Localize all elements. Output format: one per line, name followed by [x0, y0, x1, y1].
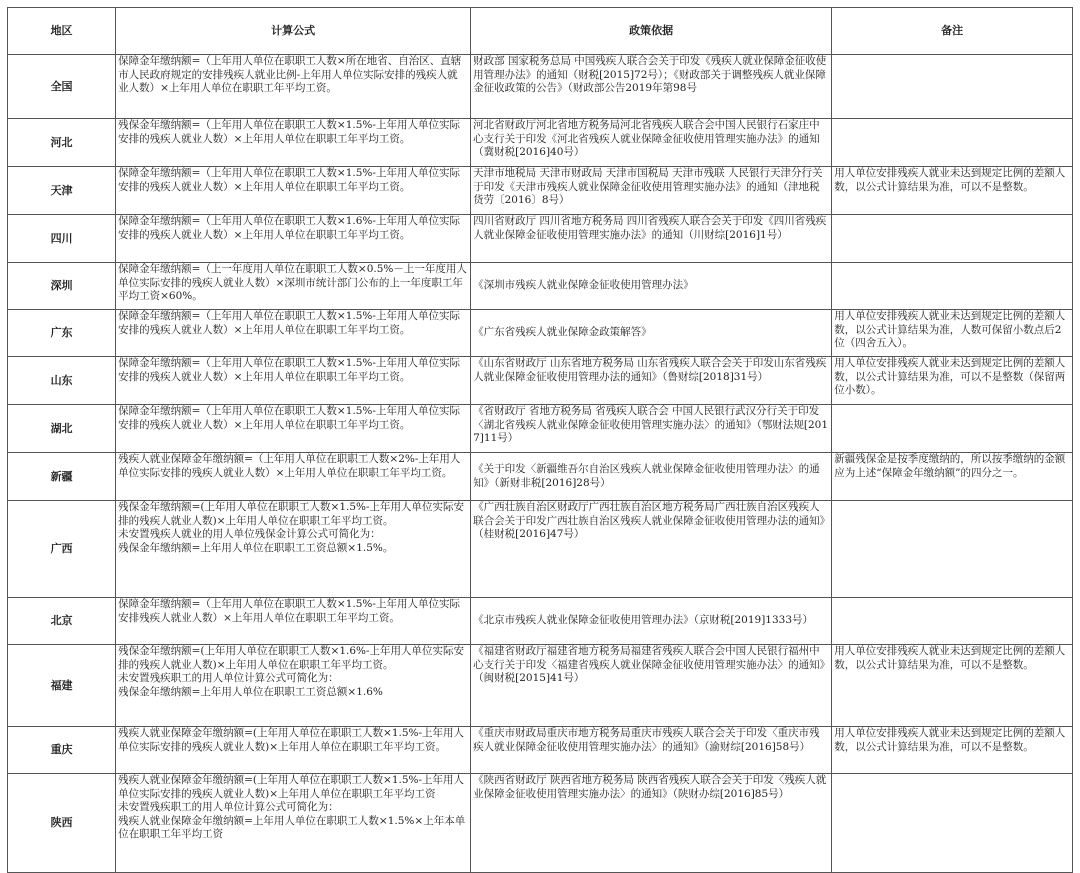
- basis-cell: [471, 263, 832, 310]
- table-row: [8, 727, 1073, 774]
- formula-cell: [116, 167, 471, 215]
- note-cell: [832, 119, 1073, 167]
- basis-line: 《关于印发〈新疆维吾尔自治区残疾人就业保障金征收使用管理办法〉的通知》（新财非税[2016]28号）: [473, 462, 820, 489]
- basis-cell: [471, 119, 832, 167]
- formula-cell: [116, 501, 471, 598]
- basis-cell: [471, 310, 832, 357]
- basis-line: 天津市地税局 天津市财政局 天津市国税局 天津市残联 人民银行天津分行关于印发《天津市残疾人就业保障金征收使用管理实施办法》的通知（津地税货劳〔2016〕8号）: [473, 167, 823, 207]
- table-row: [8, 453, 1073, 501]
- table-row: [8, 774, 1073, 873]
- formula-line: 保障金年缴纳额=（上年用人单位在职职工人数×1.5%-上年用人单位实际安排的残疾人就业人数）×上年用人单位在职职工年平均工资。: [118, 357, 460, 383]
- formula-line: 未安置残疾人就业的用人单位残保金计算公式可简化为：: [118, 528, 381, 541]
- formula-line: 残保金年缴纳额=上年用人单位在职职工工资总额×1.6%: [118, 685, 383, 698]
- note-cell: [832, 405, 1073, 453]
- basis-line: 《广东省残疾人就业保障金政策解答》: [473, 326, 652, 339]
- region-cell: 陕西: [8, 774, 116, 873]
- basis-cell: [471, 727, 832, 774]
- region-cell: 重庆: [8, 727, 116, 774]
- table-row: [8, 645, 1073, 727]
- table-row: [8, 310, 1073, 357]
- header-formula: 计算公式: [116, 8, 471, 55]
- basis-line: 《广西壮族自治区财政厅广西壮族自治区地方税务局广西壮族自治区残疾人联合会关于印发广西壮族自治区残疾人就业保障金征收使用管理办法的通知》（桂财税[2016]47号）: [473, 501, 825, 541]
- region-cell: 北京: [8, 598, 116, 645]
- formula-cell: [116, 453, 471, 501]
- formula-line: 残保金年缴纳额=(上年用人单位在职职工人数×1.5%-上年用人单位实际安排的残疾人就业人数)×上年用人单位在职职工年平均工资。: [118, 501, 465, 527]
- formula-cell: [116, 598, 471, 645]
- basis-cell: [471, 167, 832, 215]
- basis-cell: [471, 405, 832, 453]
- table-row: [8, 263, 1073, 310]
- basis-cell: [471, 501, 832, 598]
- note-cell: [832, 263, 1073, 310]
- basis-cell: [471, 645, 832, 727]
- formula-line: 未安置残疾职工的用人单位计算公式可简化为：: [118, 672, 339, 685]
- formula-cell: [116, 119, 471, 167]
- table-row: [8, 167, 1073, 215]
- region-cell: 湖北: [8, 405, 116, 453]
- formula-line: 保障金年缴纳额=（上年用人单位在职职工人数×1.5%-上年用人单位实际安排的残疾人就业人数）×上年用人单位在职职工年平均工资。: [118, 405, 460, 431]
- formula-line: 残保金年缴纳额=(上年用人单位在职职工人数×1.6%-上年用人单位实际安排的残疾人就业人数)×上年用人单位在职职工年平均工资。: [118, 645, 465, 671]
- basis-line: 《陕西省财政厅 陕西省地方税务局 陕西省残疾人联合会关于印发〈残疾人就业保障金征收使用管理实施办法〉的通知》（陕财办综[2016]85号）: [473, 774, 827, 800]
- formula-cell: [116, 263, 471, 310]
- table-row: [8, 598, 1073, 645]
- formula-line: 残疾人就业保障金年缴纳额=（上年用人单位在职职工人数×2%-上年用人单位实际安排的残疾人就业人数）×上年用人单位在职职工年平均工资。: [118, 453, 461, 479]
- note-cell: 用人单位安排残疾人就业未达到规定比例的差额人数，以公式计算结果为准，可以不是整数。: [832, 167, 1073, 215]
- basis-cell: [471, 598, 832, 645]
- basis-line: 《福建省财政厅福建省地方税务局福建省残疾人联合会中国人民银行福州中心支行关于印发〈福建省残疾人就业保障金征收使用管理实施办法〉的通知》（闽财税[2015]41号）: [473, 645, 825, 685]
- formula-cell: [116, 727, 471, 774]
- table-row: [8, 215, 1073, 263]
- basis-line: 财政部 国家税务总局 中国残疾人联合会关于印发《残疾人就业保障金征收使用管理办法》的通知（财税[2015]72号）；《财政部关于调整残疾人就业保障金征收政策的公告》（财政部公告2019年第98号: [473, 55, 827, 95]
- basis-line: 《省财政厅 省地方税务局 省残疾人联合会 中国人民银行武汉分行关于印发〈湖北省残疾人就业保障金征收使用管理实施办法〉的通知》（鄂财法规[2017]11号）: [473, 405, 829, 445]
- table-row: [8, 119, 1073, 167]
- formula-line: 保障金年缴纳额=（上年用人单位在职职工人数×1.6%-上年用人单位实际安排的残疾人就业人数）×上年用人单位在职职工年平均工资。: [118, 215, 460, 241]
- formula-cell: [116, 310, 471, 357]
- note-cell: 用人单位安排残疾人就业未达到规定比例的差额人数，以公式计算结果为准，可以不是整数。: [832, 727, 1073, 774]
- table-row: [8, 55, 1073, 119]
- region-cell: 福建: [8, 645, 116, 727]
- basis-line: 《深圳市残疾人就业保障金征收使用管理办法》: [473, 279, 694, 292]
- note-cell: 用人单位安排残疾人就业未达到规定比例的差额人数，以公式计算结果为准，可以不是整数。: [832, 645, 1073, 727]
- note-cell: [832, 774, 1073, 873]
- basis-line: 《北京市残疾人就业保障金征收使用管理办法》（京财税[2019]1333号）: [473, 614, 814, 627]
- formula-cell: [116, 774, 471, 873]
- table-row: [8, 405, 1073, 453]
- formula-line: 残保金年缴纳额=上年用人单位在职职工工资总额×1.5%。: [118, 541, 394, 554]
- table-row: [8, 501, 1073, 598]
- region-cell: 深圳: [8, 263, 116, 310]
- formula-line: 保障金年缴纳额=（上年用人单位在职职工人数×1.5%-上年用人单位实际安排的残疾人就业人数）×上年用人单位在职职工年平均工资。: [118, 310, 460, 336]
- region-cell: 广西: [8, 501, 116, 598]
- note-cell: [832, 55, 1073, 119]
- formula-cell: [116, 357, 471, 405]
- note-cell: 用人单位安排残疾人就业未达到规定比例的差额人数，以公式计算结果为准，可以不是整数（保留两位小数）。: [832, 357, 1073, 405]
- formula-line: 保障金年缴纳额=（上一年度用人单位在职职工人数×0.5%－上一年度用人单位实际安排的残疾人就业人数）×深圳市统计部门公布的上一年度职工年平均工资×60%。: [118, 263, 467, 303]
- basis-line: 《山东省财政厅 山东省地方税务局 山东省残疾人联合会关于印发山东省残疾人就业保障金征收使用管理办法的通知》（鲁财综[2018]31号）: [473, 357, 827, 383]
- formula-line: 残疾人就业保障金年缴纳额=(上年用人单位在职职工人数×1.5%-上年用人单位实际安排的残疾人就业人数)×上年用人单位在职职工年平均工资: [118, 774, 465, 800]
- formula-line: 残保金年缴纳额=（上年用人单位在职职工人数×1.5%-上年用人单位实际安排的残疾人就业人数）×上年用人单位在职职工年平均工资。: [118, 119, 460, 145]
- region-cell: 天津: [8, 167, 116, 215]
- basis-cell: [471, 774, 832, 873]
- header-note: 备注: [832, 8, 1073, 55]
- formula-line: 保障金年缴纳额=（上年用人单位在职职工人数×1.5%-上年用人单位实际安排的残疾人就业人数）×上年用人单位在职职工年平均工资。: [118, 167, 460, 193]
- note-cell: 新疆残保金是按季度缴纳的，所以按季缴纳的金额应为上述“保障金年缴纳额”的四分之一。: [832, 453, 1073, 501]
- formula-cell: [116, 55, 471, 119]
- region-cell: 河北: [8, 119, 116, 167]
- basis-line: 《重庆市财政局重庆市地方税务局重庆市残疾人联合会关于印发〈重庆市残疾人就业保障金征收使用管理实施办法〉的通知》（渝财综[2016]58号）: [473, 727, 820, 753]
- policy-table: [7, 7, 1073, 873]
- formula-line: 保障金年缴纳额=（上年用人单位在职职工人数×1.5%-上年用人单位实际安排残疾人就业人数）×上年用人单位在职职工年平均工资。: [118, 598, 460, 624]
- formula-line: 未安置残疾职工的用人单位计算公式可简化为：: [118, 801, 339, 814]
- formula-line: 残疾人就业保障金年缴纳额=上年用人单位在职职工人数×1.5%×上年本单位在职职工年平均工资: [118, 814, 466, 841]
- note-cell: 用人单位安排残疾人就业未达到规定比例的差额人数，以公式计算结果为准，人数可保留小数点后2位（四舍五入）。: [832, 310, 1073, 357]
- header-row: [8, 8, 1073, 55]
- basis-line: 河北省财政厅河北省地方税务局河北省残疾人联合会中国人民银行石家庄中心支行关于印发《河北省残疾人就业保障金征收使用管理实施办法》的通知（冀财税[2016]40号）: [473, 119, 820, 159]
- region-cell: 全国: [8, 55, 116, 119]
- region-cell: 四川: [8, 215, 116, 263]
- formula-line: 残疾人就业保障金年缴纳额=(上年用人单位在职职工人数×1.5%-上年用人单位实际安排的残疾人就业人数)×上年用人单位在职职工年平均工资。: [118, 727, 465, 753]
- header-region: 地区: [8, 8, 116, 55]
- region-cell: 山东: [8, 357, 116, 405]
- formula-cell: [116, 645, 471, 727]
- region-cell: 新疆: [8, 453, 116, 501]
- formula-line: 保障金年缴纳额=（上年用人单位在职职工人数×所在地省、自治区、直辖市人民政府规定的安排残疾人就业比例-上年用人单位实际安排的残疾人就业人数）×上年用人单位在职职工年平均工资。: [118, 55, 462, 95]
- region-cell: 广东: [8, 310, 116, 357]
- table-row: [8, 357, 1073, 405]
- note-cell: [832, 598, 1073, 645]
- basis-cell: [471, 357, 832, 405]
- note-cell: [832, 501, 1073, 598]
- formula-cell: [116, 405, 471, 453]
- basis-cell: [471, 55, 832, 119]
- header-basis: 政策依据: [471, 8, 832, 55]
- formula-cell: [116, 215, 471, 263]
- basis-cell: [471, 453, 832, 501]
- note-cell: [832, 215, 1073, 263]
- basis-line: 四川省财政厅 四川省地方税务局 四川省残疾人联合会关于印发《四川省残疾人就业保障金征收使用管理实施办法》的通知（川财综[2016]1号）: [473, 215, 827, 241]
- basis-cell: [471, 215, 832, 263]
